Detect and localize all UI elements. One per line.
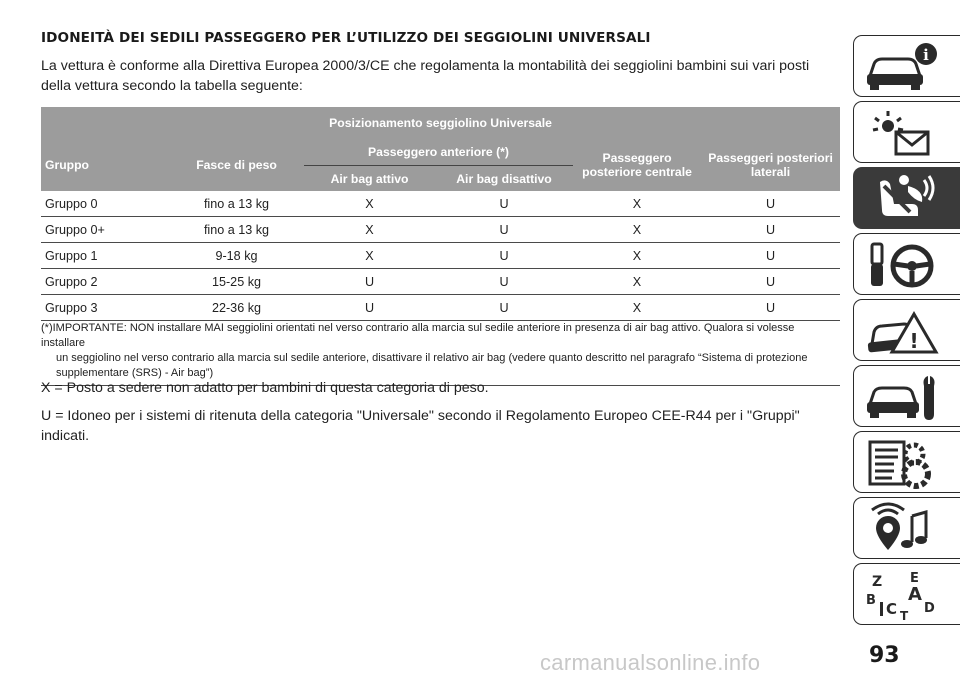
intro-paragraph: La vettura è conforme alla Direttiva Europea 2000/3/CE che regolamenta la montabilità dei seggiolini bambini sui vari posti della vettura secondo la tabella seguente: [41,58,810,94]
table-cell: X [304,217,435,243]
index-letter: D [924,601,935,616]
table-body [41,191,840,321]
seat-safety-icon [864,172,944,226]
table-row [41,295,840,321]
index-letter: C [886,600,898,618]
table-cell: U [435,295,573,321]
footnote-line: (*)IMPORTANTE: NON installare MAI seggiolini orientati nel verso contrario alla marcia sul sedile anteriore in presenza di air bag attivo. Qualora si volesse installare [41,322,795,349]
car-emergency-icon [864,304,944,358]
tab-index[interactable] [853,563,960,625]
table-cell: X [304,243,435,269]
table-row [41,217,840,243]
col-passeggero-anteriore: Passeggero anteriore (*) [304,138,573,166]
tab-technical-data[interactable] [853,431,960,493]
important-footnote [41,321,840,386]
table-cell: U [304,295,435,321]
index-letter: T [900,609,909,622]
index-letter: A [908,584,922,605]
table-header-top: Posizionamento seggiolino Universale [41,107,840,138]
table-cell: 9-18 kg [169,243,304,269]
car-info-icon [864,40,944,94]
table-cell: Gruppo 3 [41,295,169,321]
table-cell: 15-25 kg [169,269,304,295]
table-cell: X [573,269,701,295]
col-fasce-peso: Fasce di peso [169,138,304,191]
tab-multimedia[interactable] [853,497,960,559]
tab-safety[interactable] [853,167,960,229]
table-cell: X [573,295,701,321]
legend-u: U = Idoneo per i sistemi di ritenuta della categoria "Universale" secondo il Regolamento Europeo CEE-R44 per i "Gruppi" indicati. [41,408,800,444]
col-gruppo: Gruppo [41,138,169,191]
table-cell: U [435,269,573,295]
technical-data-icon [864,436,944,490]
col-posteriore-centrale: Passeggero posteriore centrale [573,138,701,191]
page-number: 93 [869,643,900,668]
legend-x: X = Posto a sedere non adatto per bambini di questa categoria di peso. [41,380,489,396]
watermark: carmanualsonline.info [540,650,761,675]
tab-maintenance[interactable] [853,365,960,427]
table-cell: X [573,217,701,243]
table-cell: X [573,243,701,269]
key-steering-wheel-icon [864,238,944,292]
table-cell: U [701,243,840,269]
tab-car-info[interactable] [853,35,960,97]
table-cell: Gruppo 0+ [41,217,169,243]
index-letter: B [866,593,876,608]
warning-lights-icon [864,106,944,160]
table-cell: X [573,191,701,217]
legend [41,378,841,454]
tab-warning-lights[interactable] [853,101,960,163]
table-cell: fino a 13 kg [169,191,304,217]
index-letter: E [910,571,919,586]
tab-starting-driving[interactable] [853,233,960,295]
col-airbag-disattivo: Air bag disattivo [435,166,573,192]
table-row [41,243,840,269]
table-cell: U [701,295,840,321]
table-cell: U [701,269,840,295]
seat-suitability-table-wrap [41,107,840,321]
svg-text:!: ! [909,329,919,353]
table-cell: Gruppo 1 [41,243,169,269]
table-cell: U [304,269,435,295]
table-cell: X [304,191,435,217]
table-cell: Gruppo 0 [41,191,169,217]
table-cell: U [701,217,840,243]
footnote-line: un seggiolino nel verso contrario alla marcia sul sedile anteriore, disattivare il relativo air bag (vedere quanto descritto nel paragrafo “Sistema di protezione [56,352,808,364]
multimedia-icon [864,502,944,556]
tab-emergency[interactable] [853,299,960,361]
table-cell: fino a 13 kg [169,217,304,243]
table-cell: U [435,217,573,243]
table-cell: U [701,191,840,217]
index-icon [864,568,944,622]
col-posteriori-laterali: Passeggeri posteriori laterali [701,138,840,191]
table-cell: U [435,191,573,217]
index-letter: Z [872,574,883,590]
table-cell: Gruppo 2 [41,269,169,295]
footnote-line: supplementare (SRS) - Air bag”) [56,367,214,379]
svg-text:i: i [923,46,929,64]
table-row [41,191,840,217]
page-title: IDONEITÀ DEI SEDILI PASSEGGERO PER L’UTILIZZO DEI SEGGIOLINI UNIVERSALI [41,30,651,46]
col-airbag-attivo: Air bag attivo [304,166,435,192]
table-cell: 22-36 kg [169,295,304,321]
car-maintenance-icon [864,370,944,424]
table-row [41,269,840,295]
seat-suitability-table [41,107,840,321]
table-cell: U [435,243,573,269]
